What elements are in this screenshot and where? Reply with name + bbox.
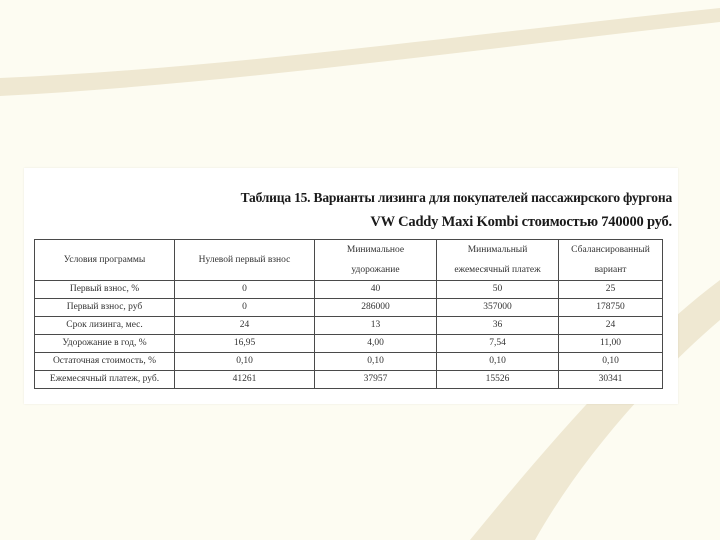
table-cell: 357000 [437,299,559,317]
row-label: Срок лизинга, мес. [35,317,175,335]
header-line: Минимальное [346,245,405,255]
table-row [35,335,663,353]
table-header-row [35,240,663,281]
header-balanced [559,240,663,281]
table-cell: 178750 [559,299,663,317]
header-line: вариант [594,265,627,275]
row-label: Остаточная стоимость, % [35,353,175,371]
table-cell: 30341 [559,371,663,389]
table-cell: 0,10 [175,353,315,371]
table-cell: 0,10 [437,353,559,371]
table-cell: 0,10 [559,353,663,371]
table-cell: 16,95 [175,335,315,353]
table-cell: 36 [437,317,559,335]
row-label: Удорожание в год, % [35,335,175,353]
table-cell: 0 [175,299,315,317]
header-line: удорожание [351,265,400,275]
header-min-monthly [437,240,559,281]
table-cell: 286000 [315,299,437,317]
table-cell: 7,54 [437,335,559,353]
header-line: Минимальный [467,245,528,255]
leasing-table [34,239,663,389]
table-cell: 15526 [437,371,559,389]
table-cell: 11,00 [559,335,663,353]
table-cell: 24 [559,317,663,335]
table-cell: 0,10 [315,353,437,371]
header-line: Нулевой первый взнос [198,255,291,265]
table-cell: 24 [175,317,315,335]
table-cell: 25 [559,281,663,299]
table-cell: 0 [175,281,315,299]
table-title: Таблица 15. Варианты лизинга для покупателей пассажирского фургона [240,190,672,205]
header-line: ежемесячный платеж [454,265,541,275]
header-line: Сбалансированный [571,245,650,255]
header-min-increase [315,240,437,281]
document-scan [24,168,678,404]
table-cell: 41261 [175,371,315,389]
table-cell: 13 [315,317,437,335]
row-label: Ежемесячный платеж, руб. [35,371,175,389]
row-label: Первый взнос, % [35,281,175,299]
header-conditions [35,240,175,281]
table-row [35,299,663,317]
table-cell: 4,00 [315,335,437,353]
table-cell: 50 [437,281,559,299]
table-cell: 40 [315,281,437,299]
table-subtitle: VW Caddy Maxi Kombi стоимостью 740000 руб. [370,214,672,230]
header-zero-down [175,240,315,281]
decorative-stripe-top [0,8,720,96]
table-cell: 37957 [315,371,437,389]
row-label: Первый взнос, руб [35,299,175,317]
table-row [35,353,663,371]
table-row [35,371,663,389]
table-row [35,281,663,299]
header-line: Условия программы [63,255,146,265]
table-row [35,317,663,335]
